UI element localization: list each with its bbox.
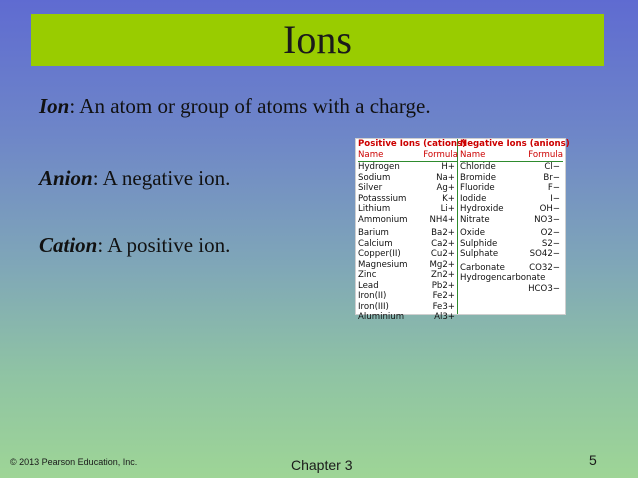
ion-row — [358, 173, 458, 184]
ion-formula: Zn2+ — [430, 270, 455, 280]
ion-formula: I− — [550, 193, 560, 204]
ion-name: Aluminium — [358, 312, 405, 322]
ion-formula: Ag+ — [436, 183, 455, 193]
ion-row — [358, 228, 458, 239]
ion-row — [460, 239, 563, 250]
ion-row — [358, 312, 458, 323]
ion-formula: CO32− — [529, 262, 560, 273]
ion-row — [460, 263, 563, 274]
title-bar — [31, 14, 604, 66]
ion-formula: Cu2+ — [430, 249, 455, 259]
ion-row — [460, 204, 563, 215]
negative-ions-list — [460, 162, 563, 294]
ion-row — [358, 162, 458, 173]
ion-name: Iron(III) — [358, 301, 389, 312]
ion-name: Sodium — [358, 172, 391, 183]
ion-formula: SO42− — [529, 249, 560, 259]
name-label: Name — [460, 150, 486, 160]
ion-formula: Mg2+ — [429, 259, 455, 270]
negative-ions-header: Negative Ions (anions) — [460, 139, 570, 149]
ion-name: Hydrogencarbonate — [460, 273, 546, 283]
ion-formula: S2− — [541, 238, 560, 249]
positive-ions-list — [358, 162, 458, 323]
ion-row — [460, 284, 563, 295]
ion-name: Lead — [358, 280, 379, 291]
definition-ion — [39, 94, 431, 119]
ion-formula: Fe3+ — [432, 301, 455, 312]
ion-name: Oxide — [460, 228, 485, 238]
definition-cation — [39, 233, 230, 258]
ion-formula: F− — [547, 183, 560, 193]
term-ion: Ion — [39, 94, 70, 118]
ion-row — [358, 249, 458, 260]
definition-anion — [39, 166, 230, 191]
ion-formula: Ba2+ — [431, 228, 455, 238]
ion-row — [358, 239, 458, 250]
ion-row — [358, 194, 458, 205]
positive-ions-column — [358, 139, 467, 323]
ion-table — [355, 138, 570, 322]
negative-ions-subheader — [460, 150, 563, 162]
ion-formula: Al3+ — [434, 312, 455, 322]
term-anion: Anion — [39, 166, 93, 190]
ion-formula: OH− — [539, 204, 560, 214]
ion-row — [358, 215, 458, 226]
ion-formula: Cl− — [544, 162, 560, 172]
ion-formula — [560, 273, 563, 284]
ion-formula: Li+ — [440, 204, 455, 214]
ion-name: Fluoride — [460, 183, 495, 193]
ion-row — [460, 194, 563, 205]
ion-formula: Br− — [543, 172, 560, 183]
formula-label: Formula — [528, 150, 563, 160]
ion-name: Carbonate — [460, 262, 505, 273]
ion-name: Silver — [358, 183, 383, 193]
chapter-label: Chapter 3 — [291, 457, 353, 473]
ion-row — [460, 228, 563, 239]
ion-formula: O2− — [540, 228, 560, 238]
definition-ion-text: : An atom or group of atoms with a charge. — [69, 94, 431, 118]
name-label: Name — [358, 150, 384, 160]
ion-row — [460, 215, 563, 226]
ion-name: Hydrogen — [358, 162, 400, 172]
ion-formula: Na+ — [436, 172, 455, 183]
ion-name: Copper(II) — [358, 249, 401, 259]
ion-name: Iron(II) — [358, 291, 387, 301]
ion-formula: Ca2+ — [431, 238, 455, 249]
ion-formula: Pb2+ — [431, 280, 455, 291]
ion-row — [358, 302, 458, 313]
ion-row — [358, 291, 458, 302]
positive-ions-subheader — [358, 150, 458, 162]
ion-formula: HCO3− — [528, 283, 560, 294]
ion-name: Iodide — [460, 193, 487, 204]
ion-row — [460, 173, 563, 184]
ion-row — [358, 183, 458, 194]
ion-row — [358, 260, 458, 271]
ion-name: Sulphide — [460, 238, 498, 249]
ion-formula: H+ — [441, 162, 455, 172]
copyright-notice: © 2013 Pearson Education, Inc. — [10, 457, 138, 467]
ion-name: Lithium — [358, 204, 391, 214]
ion-formula: NH4+ — [429, 214, 455, 225]
ion-name: Potasssium — [358, 193, 407, 204]
ion-name: Zinc — [358, 270, 377, 280]
positive-ions-header: Positive Ions (cations) — [358, 139, 467, 149]
ion-formula: NO3− — [534, 214, 560, 225]
term-cation: Cation — [39, 233, 98, 257]
ion-name: Magnesium — [358, 259, 408, 270]
ion-row — [460, 249, 563, 260]
ion-row — [358, 204, 458, 215]
negative-ions-column — [460, 139, 570, 294]
ion-name: Barium — [358, 228, 389, 238]
ion-name: Sulphate — [460, 249, 499, 259]
ion-name: Chloride — [460, 162, 496, 172]
page-number: 5 — [589, 452, 597, 468]
ion-row — [460, 162, 563, 173]
ion-row — [460, 183, 563, 194]
definition-cation-text: : A positive ion. — [97, 233, 231, 257]
ion-formula: Fe2+ — [432, 291, 455, 301]
slide-title: Ions — [283, 17, 352, 62]
ion-row — [358, 281, 458, 292]
ion-name: Bromide — [460, 172, 496, 183]
formula-label: Formula — [423, 150, 458, 160]
ion-row — [460, 273, 563, 284]
ion-name: Nitrate — [460, 214, 490, 225]
ion-name: Ammonium — [358, 214, 408, 225]
ion-row — [358, 270, 458, 281]
ion-name: Hydroxide — [460, 204, 504, 214]
definition-anion-text: : A negative ion. — [92, 166, 231, 190]
ion-name: Calcium — [358, 238, 393, 249]
ion-formula: K+ — [442, 193, 455, 204]
